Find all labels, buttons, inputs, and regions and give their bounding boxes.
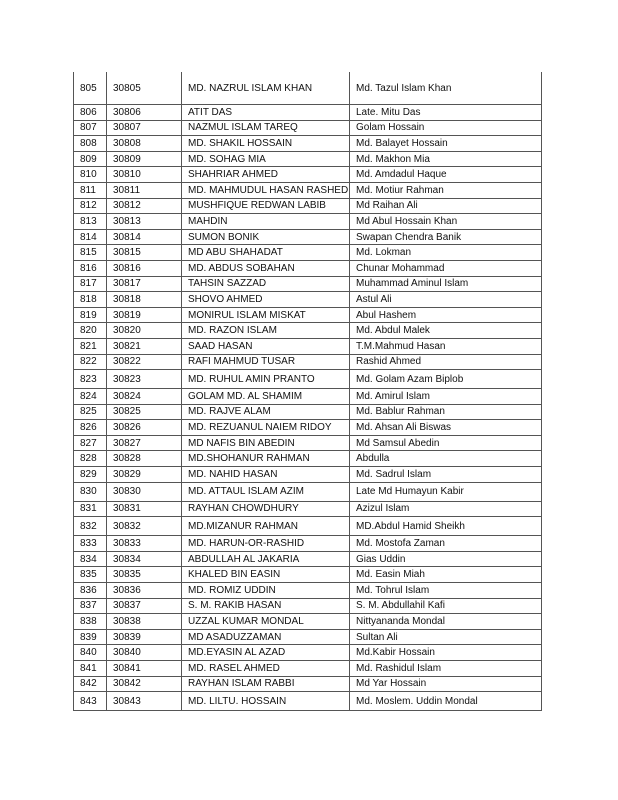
father-name-cell: Swapan Chendra Banik — [350, 229, 542, 245]
table-row — [74, 120, 542, 136]
serial-number-cell: 806 — [74, 105, 107, 121]
father-name-cell: Nittyananda Mondal — [350, 614, 542, 630]
candidate-name-cell: MD. LILTU. HOSSAIN — [182, 692, 350, 711]
roll-number-cell: 30821 — [107, 338, 182, 354]
father-name-cell: Md Samsul Abedin — [350, 435, 542, 451]
table-row — [74, 198, 542, 214]
serial-number-cell: 805 — [74, 72, 107, 105]
roll-number-cell: 30816 — [107, 260, 182, 276]
table-row — [74, 435, 542, 451]
candidate-name-cell: MUSHFIQUE REDWAN LABIB — [182, 198, 350, 214]
table-row — [74, 451, 542, 467]
father-name-cell: Md. Mostofa Zaman — [350, 536, 542, 552]
roll-number-cell: 30833 — [107, 536, 182, 552]
table-row — [74, 645, 542, 661]
roll-number-cell: 30807 — [107, 120, 182, 136]
serial-number-cell: 830 — [74, 482, 107, 501]
candidate-name-cell: S. M. RAKIB HASAN — [182, 598, 350, 614]
serial-number-cell: 832 — [74, 517, 107, 536]
table-row — [74, 370, 542, 389]
roll-number-cell: 30841 — [107, 661, 182, 677]
candidate-name-cell: MD. RASEL AHMED — [182, 661, 350, 677]
roll-number-cell: 30834 — [107, 551, 182, 567]
roll-number-cell: 30810 — [107, 167, 182, 183]
father-name-cell: Md. Lokman — [350, 245, 542, 261]
candidate-name-cell: MD. ATTAUL ISLAM AZIM — [182, 482, 350, 501]
candidate-name-cell: TAHSIN SAZZAD — [182, 276, 350, 292]
table-row — [74, 292, 542, 308]
father-name-cell: Abdulla — [350, 451, 542, 467]
roll-number-cell: 30826 — [107, 420, 182, 436]
serial-number-cell: 842 — [74, 676, 107, 692]
father-name-cell: Muhammad Aminul Islam — [350, 276, 542, 292]
roll-number-cell: 30831 — [107, 501, 182, 517]
father-name-cell: MD.Abdul Hamid Sheikh — [350, 517, 542, 536]
roll-number-cell: 30832 — [107, 517, 182, 536]
candidate-name-cell: UZZAL KUMAR MONDAL — [182, 614, 350, 630]
serial-number-cell: 818 — [74, 292, 107, 308]
roll-number-cell: 30825 — [107, 404, 182, 420]
serial-number-cell: 810 — [74, 167, 107, 183]
serial-number-cell: 824 — [74, 389, 107, 405]
table-row — [74, 323, 542, 339]
father-name-cell: Md. Abdul Malek — [350, 323, 542, 339]
father-name-cell: Md. Amirul Islam — [350, 389, 542, 405]
roll-number-cell: 30836 — [107, 583, 182, 599]
roll-number-cell: 30843 — [107, 692, 182, 711]
father-name-cell: Md. Bablur Rahman — [350, 404, 542, 420]
roll-number-cell: 30806 — [107, 105, 182, 121]
candidate-name-cell: MD NAFIS BIN ABEDIN — [182, 435, 350, 451]
serial-number-cell: 808 — [74, 136, 107, 152]
table-row — [74, 614, 542, 630]
table-row — [74, 338, 542, 354]
candidate-name-cell: GOLAM MD. AL SHAMIM — [182, 389, 350, 405]
roll-number-cell: 30827 — [107, 435, 182, 451]
candidate-name-cell: RAYHAN ISLAM RABBI — [182, 676, 350, 692]
candidate-name-cell: RAFI MAHMUD TUSAR — [182, 354, 350, 370]
roll-number-cell: 30812 — [107, 198, 182, 214]
candidate-name-cell: MD.EYASIN AL AZAD — [182, 645, 350, 661]
roll-number-cell: 30815 — [107, 245, 182, 261]
father-name-cell: Md. Sadrul Islam — [350, 467, 542, 483]
serial-number-cell: 822 — [74, 354, 107, 370]
candidate-name-cell: RAYHAN CHOWDHURY — [182, 501, 350, 517]
candidate-name-cell: MD.SHOHANUR RAHMAN — [182, 451, 350, 467]
serial-number-cell: 838 — [74, 614, 107, 630]
father-name-cell: Md.Kabir Hossain — [350, 645, 542, 661]
table-row — [74, 276, 542, 292]
candidate-name-cell: MD. SHAKIL HOSSAIN — [182, 136, 350, 152]
records-table — [73, 72, 542, 711]
table-row — [74, 567, 542, 583]
serial-number-cell: 817 — [74, 276, 107, 292]
table-row — [74, 245, 542, 261]
table-row — [74, 420, 542, 436]
table-row — [74, 151, 542, 167]
roll-number-cell: 30820 — [107, 323, 182, 339]
table-row — [74, 551, 542, 567]
serial-number-cell: 816 — [74, 260, 107, 276]
candidate-name-cell: MD. NAHID HASAN — [182, 467, 350, 483]
father-name-cell: Md. Tohrul Islam — [350, 583, 542, 599]
father-name-cell: Md. Golam Azam Biplob — [350, 370, 542, 389]
father-name-cell: Md. Tazul Islam Khan — [350, 72, 542, 105]
father-name-cell: Golam Hossain — [350, 120, 542, 136]
table-row — [74, 482, 542, 501]
table-row — [74, 389, 542, 405]
table-row — [74, 536, 542, 552]
serial-number-cell: 834 — [74, 551, 107, 567]
serial-number-cell: 829 — [74, 467, 107, 483]
father-name-cell: Azizul Islam — [350, 501, 542, 517]
roll-number-cell: 30823 — [107, 370, 182, 389]
father-name-cell: S. M. Abdullahil Kafi — [350, 598, 542, 614]
father-name-cell: Astul Ali — [350, 292, 542, 308]
serial-number-cell: 819 — [74, 307, 107, 323]
serial-number-cell: 809 — [74, 151, 107, 167]
roll-number-cell: 30829 — [107, 467, 182, 483]
father-name-cell: Md. Makhon Mia — [350, 151, 542, 167]
roll-number-cell: 30830 — [107, 482, 182, 501]
table-row — [74, 404, 542, 420]
candidate-name-cell: KHALED BIN EASIN — [182, 567, 350, 583]
table-row — [74, 676, 542, 692]
candidate-name-cell: MD. ABDUS SOBAHAN — [182, 260, 350, 276]
roll-number-cell: 30840 — [107, 645, 182, 661]
candidate-name-cell: SHAHRIAR AHMED — [182, 167, 350, 183]
roll-number-cell: 30809 — [107, 151, 182, 167]
candidate-name-cell: MD. REZUANUL NAIEM RIDOY — [182, 420, 350, 436]
table-row — [74, 354, 542, 370]
serial-number-cell: 823 — [74, 370, 107, 389]
table-row — [74, 136, 542, 152]
candidate-name-cell: MD. ROMIZ UDDIN — [182, 583, 350, 599]
candidate-name-cell: MD. MAHMUDUL HASAN RASHED — [182, 182, 350, 198]
father-name-cell: Md. Balayet Hossain — [350, 136, 542, 152]
candidate-name-cell: SHOVO AHMED — [182, 292, 350, 308]
roll-number-cell: 30824 — [107, 389, 182, 405]
roll-number-cell: 30835 — [107, 567, 182, 583]
candidate-name-cell: MD. HARUN-OR-RASHID — [182, 536, 350, 552]
serial-number-cell: 826 — [74, 420, 107, 436]
candidate-name-cell: ABDULLAH AL JAKARIA — [182, 551, 350, 567]
candidate-name-cell: NAZMUL ISLAM TAREQ — [182, 120, 350, 136]
serial-number-cell: 815 — [74, 245, 107, 261]
serial-number-cell: 833 — [74, 536, 107, 552]
candidate-name-cell: SAAD HASAN — [182, 338, 350, 354]
serial-number-cell: 811 — [74, 182, 107, 198]
candidate-name-cell: ATIT DAS — [182, 105, 350, 121]
records-table-body — [74, 72, 542, 711]
candidate-name-cell: MD. RAJVE ALAM — [182, 404, 350, 420]
roll-number-cell: 30842 — [107, 676, 182, 692]
father-name-cell: Md. Rashidul Islam — [350, 661, 542, 677]
table-row — [74, 307, 542, 323]
serial-number-cell: 825 — [74, 404, 107, 420]
father-name-cell: Sultan Ali — [350, 629, 542, 645]
candidate-name-cell: MD. RUHUL AMIN PRANTO — [182, 370, 350, 389]
table-row — [74, 583, 542, 599]
table-row — [74, 598, 542, 614]
serial-number-cell: 831 — [74, 501, 107, 517]
serial-number-cell: 836 — [74, 583, 107, 599]
table-row — [74, 501, 542, 517]
table-row — [74, 182, 542, 198]
roll-number-cell: 30837 — [107, 598, 182, 614]
roll-number-cell: 30828 — [107, 451, 182, 467]
table-row — [74, 517, 542, 536]
serial-number-cell: 835 — [74, 567, 107, 583]
serial-number-cell: 807 — [74, 120, 107, 136]
serial-number-cell: 828 — [74, 451, 107, 467]
serial-number-cell: 812 — [74, 198, 107, 214]
table-row — [74, 229, 542, 245]
candidate-name-cell: MONIRUL ISLAM MISKAT — [182, 307, 350, 323]
roll-number-cell: 30813 — [107, 214, 182, 230]
father-name-cell: T.M.Mahmud Hasan — [350, 338, 542, 354]
roll-number-cell: 30838 — [107, 614, 182, 630]
father-name-cell: Md. Amdadul Haque — [350, 167, 542, 183]
candidate-name-cell: MD. SOHAG MIA — [182, 151, 350, 167]
serial-number-cell: 841 — [74, 661, 107, 677]
table-row — [74, 467, 542, 483]
table-row — [74, 661, 542, 677]
father-name-cell: Md Yar Hossain — [350, 676, 542, 692]
father-name-cell: Late. Mitu Das — [350, 105, 542, 121]
candidate-name-cell: MD. NAZRUL ISLAM KHAN — [182, 72, 350, 105]
serial-number-cell: 814 — [74, 229, 107, 245]
serial-number-cell: 839 — [74, 629, 107, 645]
table-row — [74, 260, 542, 276]
table-row — [74, 692, 542, 711]
roll-number-cell: 30811 — [107, 182, 182, 198]
table-row — [74, 167, 542, 183]
serial-number-cell: 840 — [74, 645, 107, 661]
father-name-cell: Md Raihan Ali — [350, 198, 542, 214]
table-row — [74, 214, 542, 230]
table-row — [74, 105, 542, 121]
roll-number-cell: 30839 — [107, 629, 182, 645]
candidate-name-cell: MD. RAZON ISLAM — [182, 323, 350, 339]
father-name-cell: Chunar Mohammad — [350, 260, 542, 276]
serial-number-cell: 827 — [74, 435, 107, 451]
father-name-cell: Md Abul Hossain Khan — [350, 214, 542, 230]
serial-number-cell: 837 — [74, 598, 107, 614]
roll-number-cell: 30822 — [107, 354, 182, 370]
candidate-name-cell: MD ABU SHAHADAT — [182, 245, 350, 261]
roll-number-cell: 30819 — [107, 307, 182, 323]
roll-number-cell: 30808 — [107, 136, 182, 152]
roll-number-cell: 30818 — [107, 292, 182, 308]
roll-number-cell: 30805 — [107, 72, 182, 105]
father-name-cell: Md. Ahsan Ali Biswas — [350, 420, 542, 436]
serial-number-cell: 821 — [74, 338, 107, 354]
father-name-cell: Gias Uddin — [350, 551, 542, 567]
father-name-cell: Late Md Humayun Kabir — [350, 482, 542, 501]
roll-number-cell: 30817 — [107, 276, 182, 292]
table-row — [74, 629, 542, 645]
candidate-name-cell: MD.MIZANUR RAHMAN — [182, 517, 350, 536]
roll-number-cell: 30814 — [107, 229, 182, 245]
serial-number-cell: 820 — [74, 323, 107, 339]
father-name-cell: Rashid Ahmed — [350, 354, 542, 370]
father-name-cell: Md. Moslem. Uddin Mondal — [350, 692, 542, 711]
serial-number-cell: 843 — [74, 692, 107, 711]
candidate-name-cell: MD ASADUZZAMAN — [182, 629, 350, 645]
candidate-name-cell: SUMON BONIK — [182, 229, 350, 245]
serial-number-cell: 813 — [74, 214, 107, 230]
father-name-cell: Abul Hashem — [350, 307, 542, 323]
father-name-cell: Md. Easin Miah — [350, 567, 542, 583]
candidate-name-cell: MAHDIN — [182, 214, 350, 230]
father-name-cell: Md. Motiur Rahman — [350, 182, 542, 198]
table-row — [74, 72, 542, 105]
